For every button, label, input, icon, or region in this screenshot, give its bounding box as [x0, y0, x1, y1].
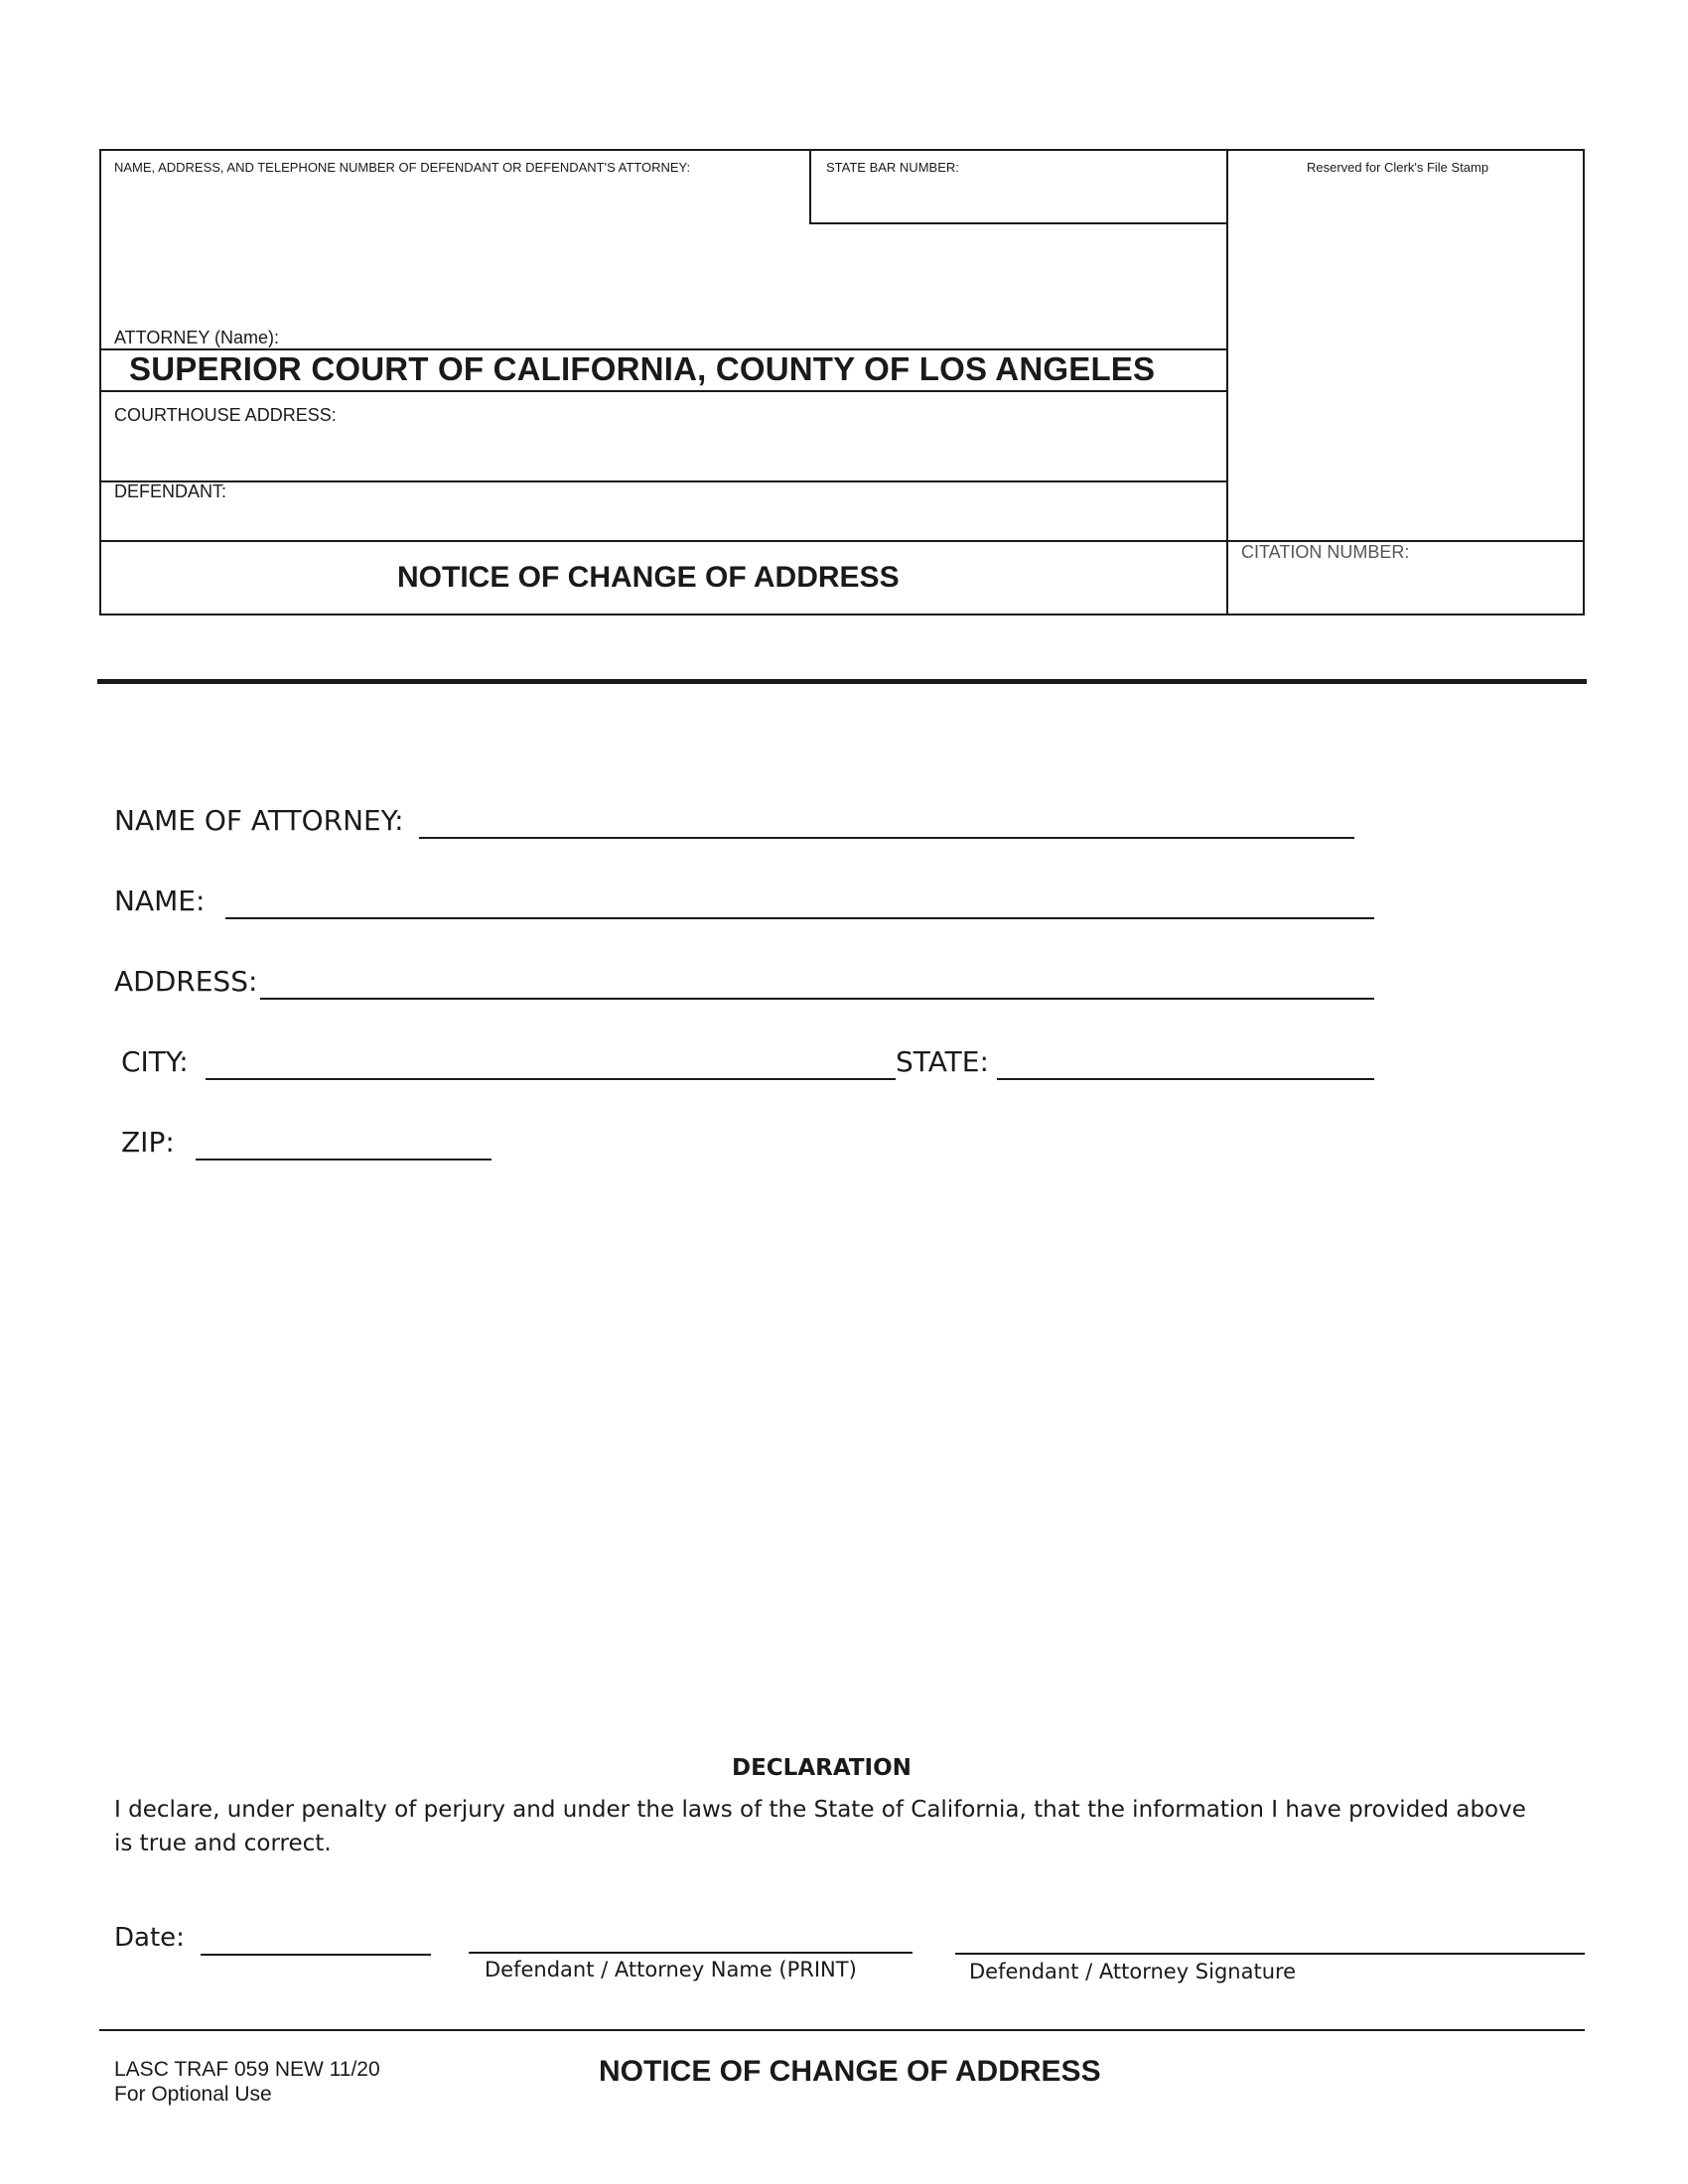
address-field-label: ADDRESS:	[114, 965, 258, 998]
state-bar-divider-vertical	[809, 149, 811, 223]
attorney-name-label: ATTORNEY (Name):	[114, 328, 280, 347]
rule-below-court-name	[99, 390, 1227, 392]
usage-note: For Optional Use	[114, 2083, 272, 2106]
defendant-label: DEFENDANT:	[114, 481, 227, 501]
clerk-column-divider	[1226, 149, 1228, 615]
zip-field-label: ZIP:	[121, 1126, 175, 1159]
state-field[interactable]	[997, 1078, 1374, 1080]
name-field-label: NAME:	[114, 885, 206, 917]
city-field-label: CITY:	[121, 1045, 189, 1078]
court-name: SUPERIOR COURT OF CALIFORNIA, COUNTY OF LOS ANGELES	[129, 350, 1156, 387]
date-field[interactable]	[201, 1954, 431, 1956]
attorney-name-field[interactable]	[419, 837, 1354, 839]
form-title: NOTICE OF CHANGE OF ADDRESS	[397, 561, 900, 594]
state-bar-divider-horizontal	[809, 222, 1227, 224]
state-field-label: STATE:	[896, 1045, 989, 1078]
footer-rule	[99, 2029, 1585, 2031]
citation-number-label: CITATION NUMBER:	[1241, 542, 1410, 562]
attorney-name-field-label: NAME OF ATTORNEY:	[114, 804, 404, 837]
rule-below-courthouse-address	[99, 480, 1227, 482]
declaration-text: I declare, under penalty of perjury and under the laws of the State of California, that the information I have provided above is true and correct.	[114, 1797, 1526, 1856]
date-label: Date:	[114, 1923, 185, 1953]
state-bar-number-label: STATE BAR NUMBER:	[826, 160, 959, 175]
courthouse-address-label: COURTHOUSE ADDRESS:	[114, 405, 337, 425]
defendant-info-label: NAME, ADDRESS, AND TELEPHONE NUMBER OF DEFENDANT OR DEFENDANT'S ATTORNEY:	[114, 160, 691, 175]
signature-caption: Defendant / Attorney Signature	[969, 1960, 1297, 1983]
section-separator	[97, 679, 1587, 684]
signature-field[interactable]	[955, 1953, 1585, 1955]
city-field[interactable]	[206, 1078, 896, 1080]
name-field[interactable]	[225, 917, 1374, 919]
print-name-caption: Defendant / Attorney Name (PRINT)	[485, 1958, 857, 1981]
print-name-field[interactable]	[469, 1952, 913, 1954]
footer-title: NOTICE OF CHANGE OF ADDRESS	[599, 2055, 1101, 2088]
zip-field[interactable]	[196, 1159, 492, 1160]
declaration-heading: DECLARATION	[732, 1755, 912, 1781]
form-id: LASC TRAF 059 NEW 11/20	[114, 2058, 380, 2081]
address-field[interactable]	[260, 998, 1374, 1000]
clerk-stamp-label: Reserved for Clerk's File Stamp	[1307, 160, 1489, 175]
